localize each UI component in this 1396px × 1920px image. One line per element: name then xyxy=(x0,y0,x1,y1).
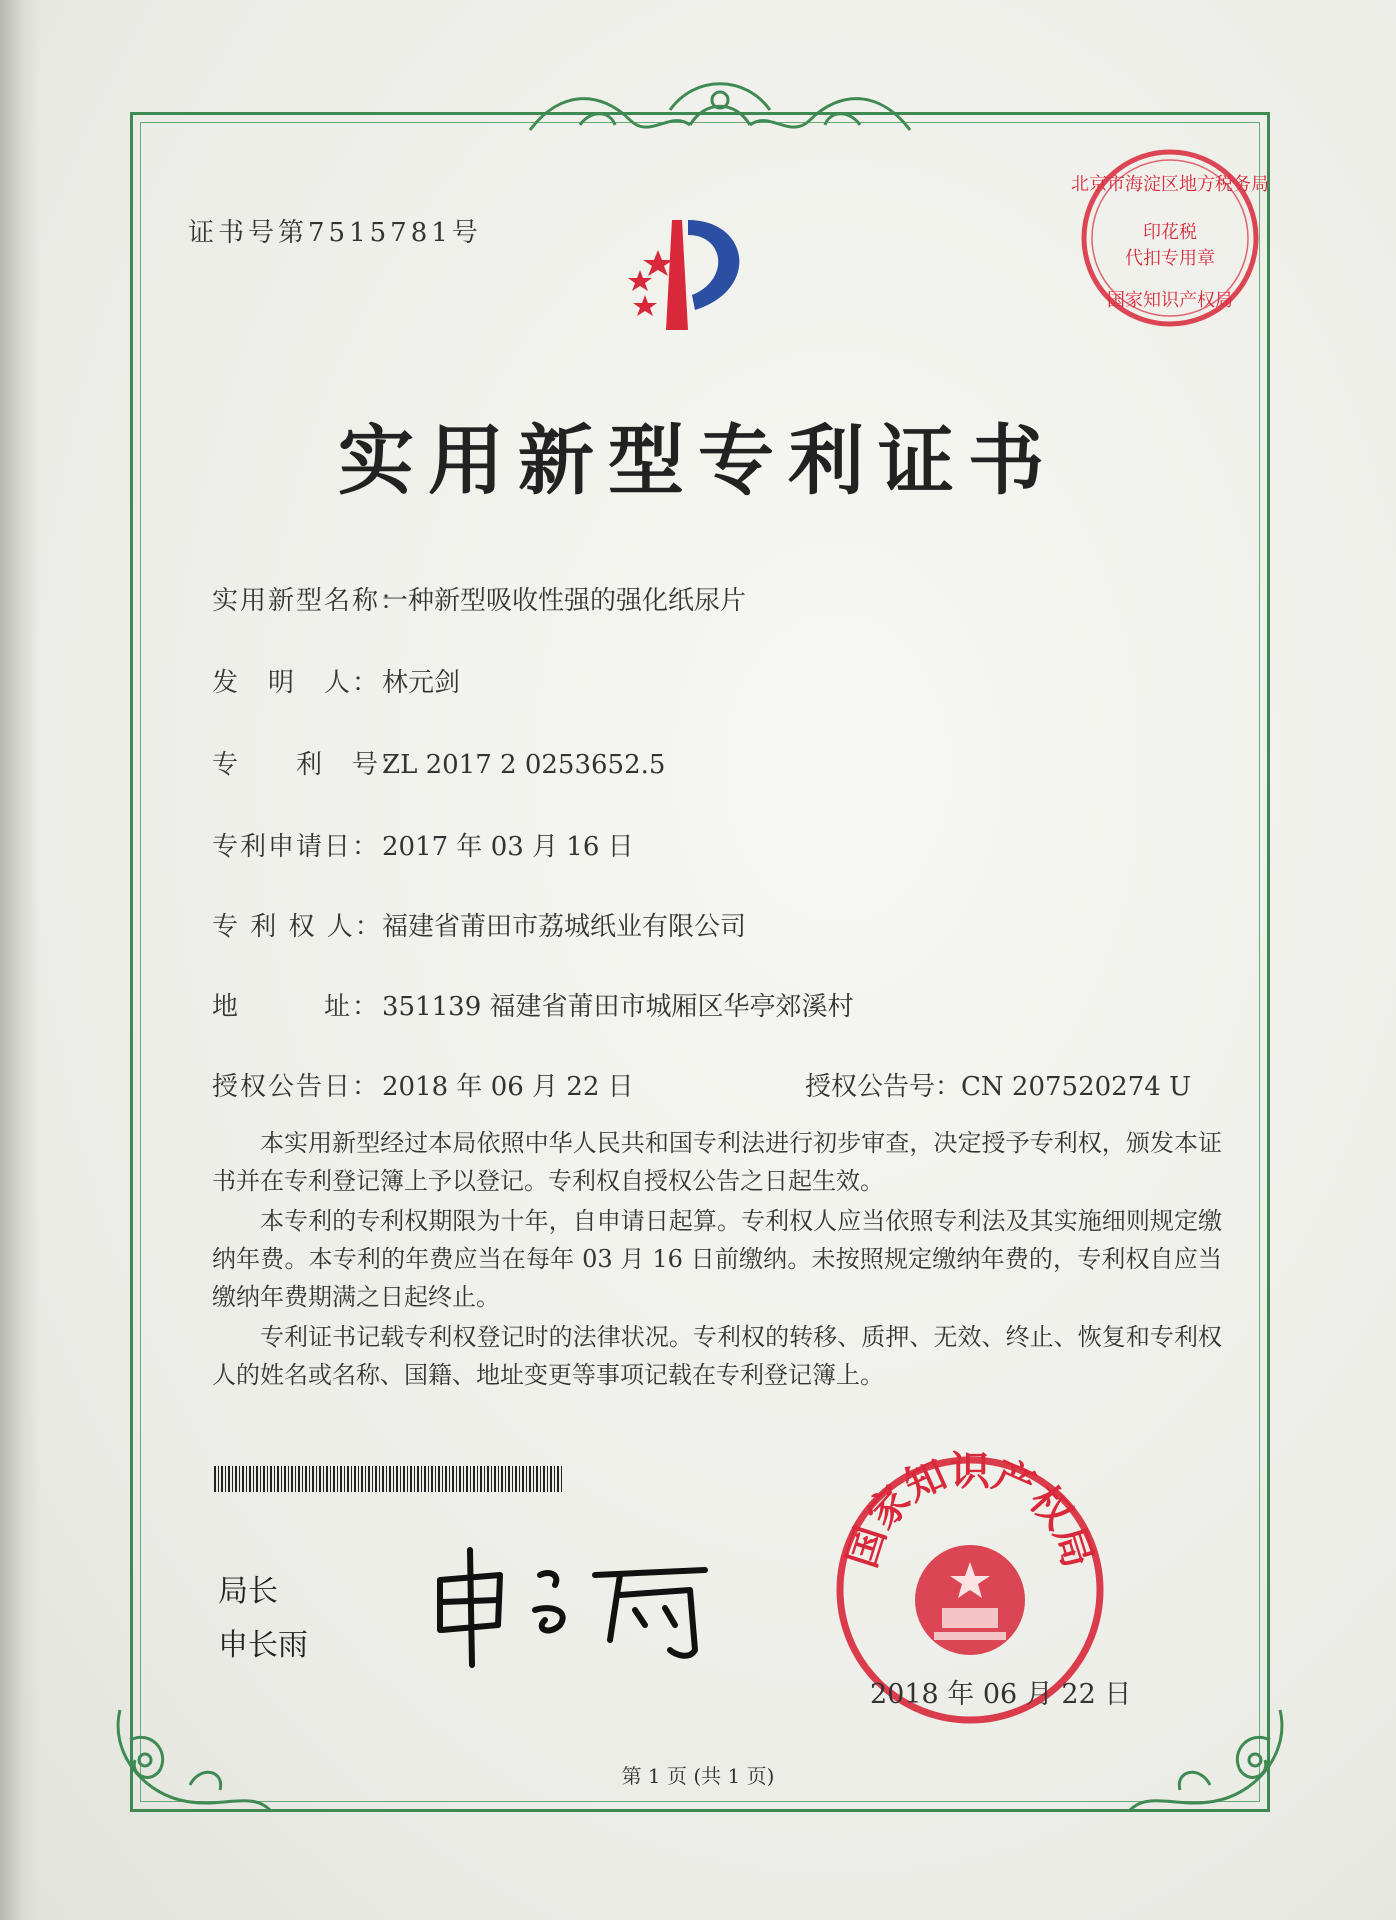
svg-text:印花税: 印花税 xyxy=(1143,222,1197,243)
paragraph-1: 本实用新型经过本局依照中华人民共和国专利法进行初步审查，决定授予专利权，颁发本证书并在专利登记簿上予以登记。专利权自授权公告之日起生效。 xyxy=(212,1129,1222,1195)
field-grant-date xyxy=(212,1066,634,1103)
field-grant-number xyxy=(805,1066,1191,1103)
field-filing-date xyxy=(212,826,634,863)
field-utility-model-name xyxy=(212,580,746,617)
field-patentee xyxy=(212,906,746,943)
field-value: ZL 2017 2 0253652.5 xyxy=(382,750,666,780)
field-patent-number xyxy=(212,744,665,781)
field-label: 发 明 人： xyxy=(212,668,381,698)
director-signature xyxy=(420,1530,720,1680)
tax-stamp-seal xyxy=(1070,138,1270,338)
seal-text: 国家知识产权局 xyxy=(839,1450,1101,1574)
certificate-number: 证书号第7515781号 xyxy=(188,218,482,248)
field-address xyxy=(212,986,854,1023)
director-title: 局长 xyxy=(218,1574,278,1609)
field-label: 专 利 权 人： xyxy=(212,912,383,942)
barcode xyxy=(214,1466,564,1492)
field-label: 授权公告号： xyxy=(805,1072,962,1102)
binding-shadow xyxy=(0,0,40,1920)
patent-office-logo-icon xyxy=(600,200,780,350)
field-label: 地 址： xyxy=(212,992,381,1022)
field-value: 福建省莆田市荔城纸业有限公司 xyxy=(382,912,747,942)
field-value: 一种新型吸收性强的强化纸尿片 xyxy=(382,586,747,616)
seal-date: 2018 年 06 月 22 日 xyxy=(870,1679,1132,1710)
paragraph-2: 本专利的专利权期限为十年，自申请日起算。专利权人应当依照专利法及其实施细则规定缴纳年费。本专利的年费应当在每年 03 月 16 日前缴纳。未按照规定缴纳年费的，专利权自应当缴纳年费期满之日起终止。 xyxy=(212,1207,1222,1311)
field-value: 林元剑 xyxy=(382,668,461,698)
field-value: 2017 年 03 月 16 日 xyxy=(382,832,634,862)
field-label: 授权公告日： xyxy=(212,1072,381,1102)
field-label: 实用新型名称： xyxy=(212,586,409,616)
top-ornament xyxy=(520,70,920,150)
svg-text:国家知识产权局: 国家知识产权局 xyxy=(1107,290,1233,311)
svg-text:北京市海淀区地方税务局: 北京市海淀区地方税务局 xyxy=(1071,174,1269,195)
field-label: 专 利 号： xyxy=(212,750,409,780)
field-inventor xyxy=(212,662,460,699)
field-value: 351139 福建省莆田市城厢区华亭郊溪村 xyxy=(382,992,854,1022)
field-label: 专利申请日： xyxy=(212,832,381,862)
field-value: CN 207520274 U xyxy=(961,1072,1191,1102)
paragraph-3: 专利证书记载专利权登记时的法律状况。专利权的转移、质押、无效、终止、恢复和专利权人的姓名或名称、国籍、地址变更等事项记载在专利登记簿上。 xyxy=(212,1323,1222,1389)
field-value: 2018 年 06 月 22 日 xyxy=(382,1072,634,1102)
svg-text:代扣专用章: 代扣专用章 xyxy=(1125,248,1215,269)
certificate-title: 实用新型专利证书 xyxy=(338,416,1058,505)
page-number: 第 1 页 (共 1 页) xyxy=(621,1764,775,1788)
director-name: 申长雨 xyxy=(218,1628,308,1663)
